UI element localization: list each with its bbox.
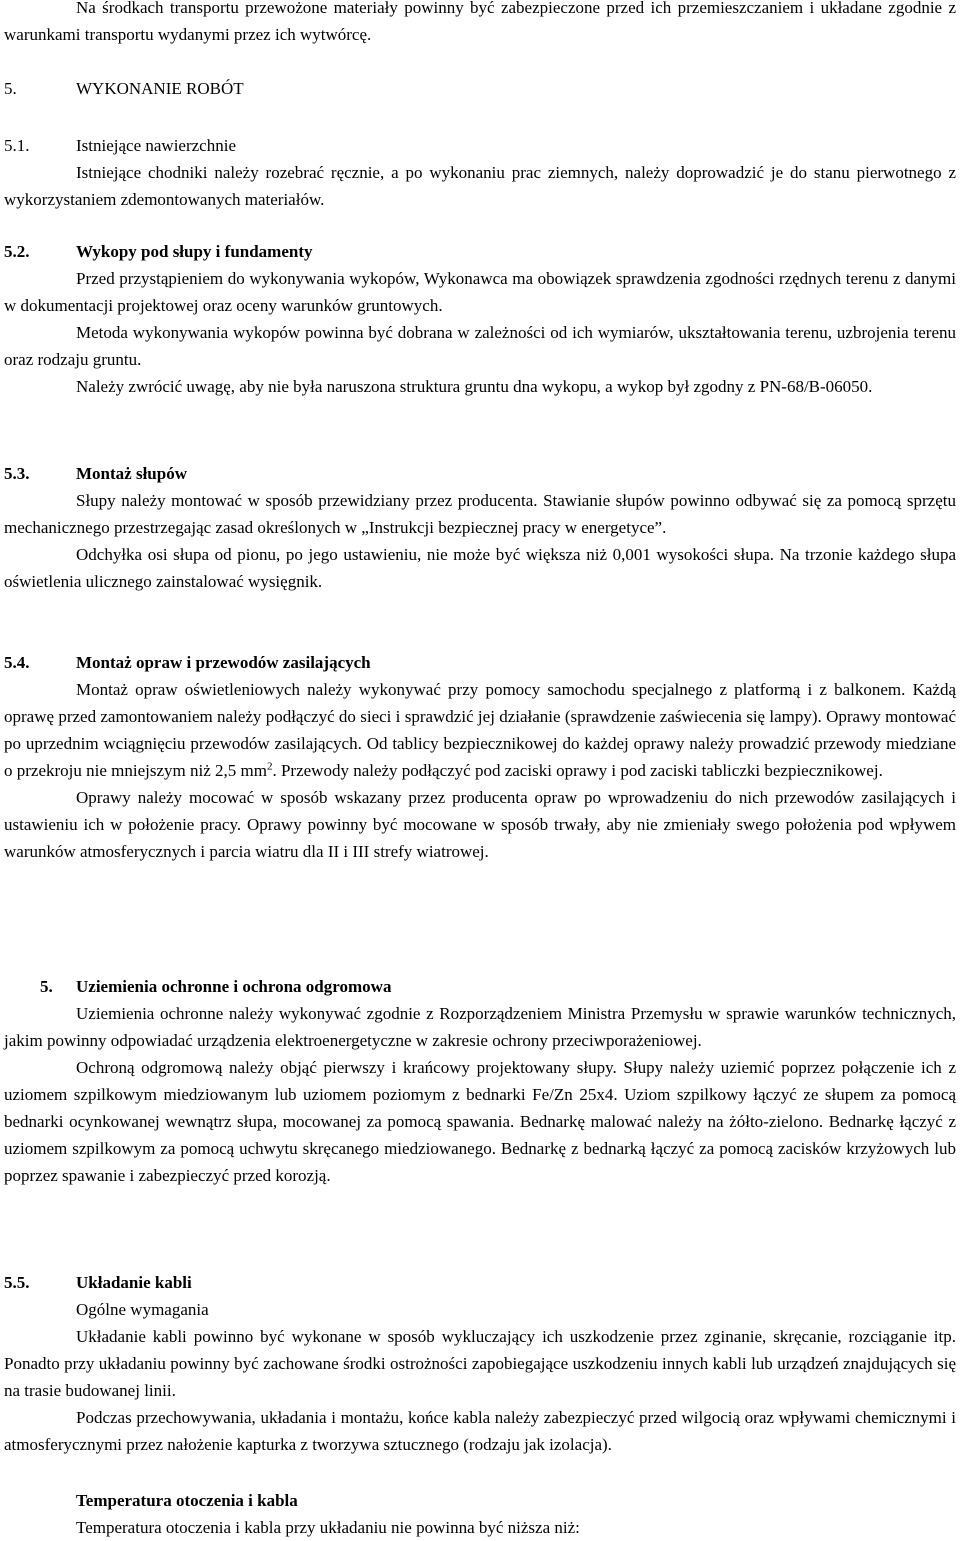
section-number: 5.3.: [4, 464, 30, 483]
paragraph: Podczas przechowywania, układania i montażu, końce kabla należy zabezpieczyć przed wilgocią oraz wpływami chemicznymi i atmosferycznymi przez nałożenie kapturka z tworzywa sztucznego (rodzaju jak izolacja).: [4, 1408, 956, 1454]
paragraph: Ochroną odgromową należy objąć pierwszy i krańcowy projektowany słupy. Słupy należy uziemić poprzez połączenie ich z uziomem szpilkowym miedziowanym lub uziomem poziomym z bednarki Fe/Zn 25x4. Uziom szpilkowy łączyć ze słupem za pomocą bednarki ocynkowanej wewnątrz słupa, mocowanej za pomocą spawania. Bednarkę malować należy na żółto-zielono. Bednarkę łączyć z uziomem szpilkowym za pomocą uchwytu skręcanego miedziowanego. Bednarkę z bednarką łączyć za pomocą zacisków krzyżowych lub poprzez spawanie i zabezpieczyć przed korozją.: [4, 1058, 956, 1185]
paragraph: [4, 676, 956, 784]
intro-section: [4, 0, 956, 48]
section-grounding: [4, 973, 956, 1189]
paragraph-text: . Przewody należy podłączyć pod zaciski oprawy i pod zaciski tabliczki bezpiecznikowej.: [272, 761, 883, 780]
paragraph: Uziemienia ochronne należy wykonywać zgodnie z Rozporządzeniem Ministra Przemysłu w sprawie warunków technicznych, jakim powinny odpowiadać urządzenia elektroenergetyczne w zakresie ochrony przeciwporażeniowej.: [4, 1004, 956, 1050]
paragraph: Należy zwrócić uwagę, aby nie była naruszona struktura gruntu dna wykopu, a wykop był zgodny z PN-68/B-06050.: [76, 377, 873, 396]
section-number: 5.: [40, 977, 53, 996]
section-temperature: [4, 1487, 956, 1541]
paragraph: Temperatura otoczenia i kabla przy układaniu nie powinna być niższa niż:: [76, 1518, 580, 1537]
section-title: Uziemienia ochronne i ochrona odgromowa: [76, 977, 392, 996]
section-number: 5.: [4, 79, 17, 98]
section-number: 5.4.: [4, 653, 30, 672]
section-title: Wykopy pod słupy i fundamenty: [76, 242, 313, 261]
section-5-5: [4, 1269, 956, 1458]
paragraph: Metoda wykonywania wykopów powinna być dobrana w zależności od ich wymiarów, ukształtowania terenu, uzbrojenia terenu oraz rodzaju gruntu.: [4, 323, 956, 369]
superscript: 2: [266, 760, 273, 773]
paragraph: Układanie kabli powinno być wykonane w sposób wykluczający ich uszkodzenie przez zginanie, skręcanie, rozciąganie itp. Ponadto przy układaniu powinny być zachowane środki ostrożności zapobiegające uszkodzeniu innych kabli lub urządzeń znajdujących się na trasie budowanej linii.: [4, 1327, 956, 1400]
section-5-3: [4, 460, 956, 595]
section-5-1: [4, 132, 956, 213]
paragraph: Słupy należy montować w sposób przewidziany przez producenta. Stawianie słupów powinno odbywać się za pomocą sprzętu mechanicznego przestrzegając zasad określonych w „Instrukcji bezpiecznej pracy w energetyce”.: [4, 491, 956, 537]
subsection-title: Temperatura otoczenia i kabla: [76, 1491, 298, 1510]
section-title: Montaż opraw i przewodów zasilających: [76, 653, 371, 672]
section-number: 5.1.: [4, 136, 30, 155]
paragraph: Oprawy należy mocować w sposób wskazany przez producenta opraw po wprowadzeniu do nich przewodów zasilających i ustawieniu ich w położenie pracy. Oprawy powinny być mocowane w sposób trwały, aby nie zmieniały swego położenia pod wpływem warunków atmosferycznych i parcia wiatru dla II i III strefy wiatrowej.: [4, 788, 956, 861]
intro-paragraph: Na środkach transportu przewożone materiały powinny być zabezpieczone przed ich przemieszczaniem i układane zgodnie z warunkami transportu wydanymi przez ich wytwórcę.: [4, 0, 956, 44]
paragraph: Przed przystąpieniem do wykonywania wykopów, Wykonawca ma obowiązek sprawdzenia zgodności rzędnych terenu z danymi w dokumentacji projektowej oraz oceny warunków gruntowych.: [4, 269, 956, 315]
paragraph: Istniejące chodniki należy rozebrać ręcznie, a po wykonaniu prac ziemnych, należy doprowadzić je do stanu pierwotnego z wykorzystaniem zdemontowanych materiałów.: [4, 163, 956, 209]
section-number: 5.2.: [4, 242, 30, 261]
section-5-2: [4, 238, 956, 400]
section-title: WYKONANIE ROBÓT: [76, 79, 244, 98]
subsection-title: Ogólne wymagania: [76, 1300, 209, 1319]
section-5-heading: [4, 75, 956, 102]
section-title: Układanie kabli: [76, 1273, 192, 1292]
section-title: Montaż słupów: [76, 464, 187, 483]
paragraph-text: Montaż opraw oświetleniowych należy wykonywać przy pomocy samochodu specjalnego z platformą i z balkonem. Każdą oprawę przed zamontowaniem należy podłączyć do sieci i sprawdzić jej działanie (sprawdzenie zaświecenia się lampy). Oprawy montować po uprzednim wciągnięciu przewodów zasilających. Od tablicy bezpiecznikowej do każdej oprawy należy prowadzić przewody miedziane o przekroju nie mniejszym niż 2,5 mm: [4, 680, 956, 780]
section-title: Istniejące nawierzchnie: [76, 136, 236, 155]
paragraph: Odchyłka osi słupa od pionu, po jego ustawieniu, nie może być większa niż 0,001 wysokości słupa. Na trzonie każdego słupa oświetlenia ulicznego zainstalować wysięgnik.: [4, 545, 956, 591]
section-5-4: [4, 649, 956, 865]
section-number: 5.5.: [4, 1273, 30, 1292]
